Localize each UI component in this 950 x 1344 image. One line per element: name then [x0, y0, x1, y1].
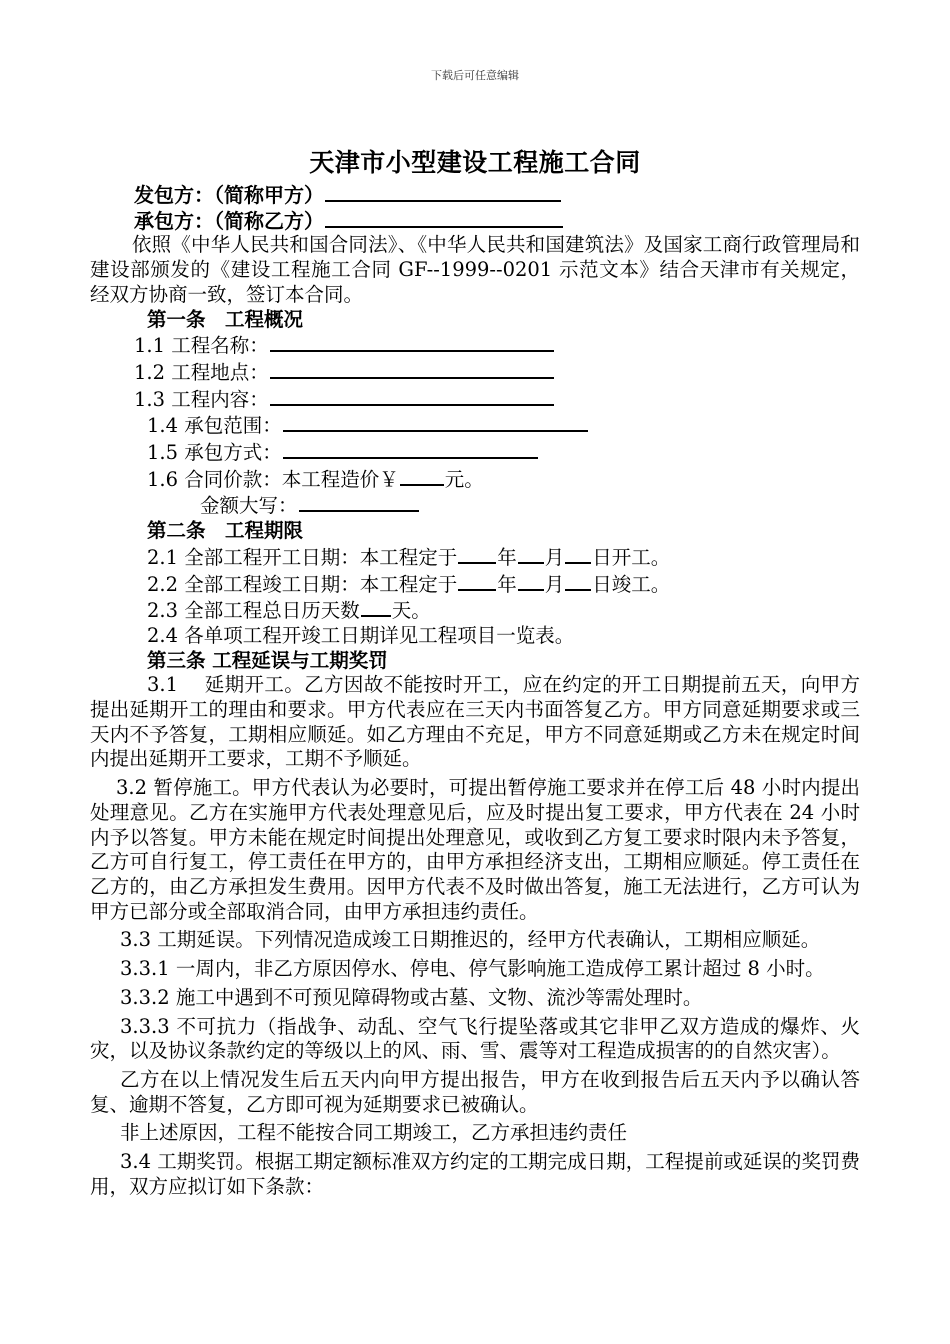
item-1-6: 1.6 合同价款：本工程造价￥ 元。 [147, 467, 484, 491]
item-1-5: 1.5 承包方式： [147, 439, 860, 466]
item-2-4: 2.4 各单项工程开竣工日期详见工程项目一览表。 [147, 623, 575, 647]
article2-heading: 第二条 工程期限 [147, 519, 304, 543]
employer-label: 发包方：（简称甲方） [134, 183, 324, 207]
item-2-1: 2.1 全部工程开工日期：本工程定于 年 月 日开工。 [147, 545, 671, 569]
para-3-1: 3.1 延期开工。乙方因故不能按时开工，应在约定的开工日期提前五天，向甲方提出延期开工的理由和要求。甲方代表应在三天内书面答复乙方。甲方同意延期要求或三天内不予答复，工期相应顺延。如乙方理由不充足，甲方不同意延期或乙方未在规定时间内提出延期开工要求，工期不予顺延。 [90, 673, 860, 771]
para-3-3-2: 3.3.2 施工中遇到不可预见障碍物或古墓、文物、流沙等需处理时。 [120, 985, 703, 1009]
amount-words-blank[interactable] [299, 492, 419, 512]
contract-body [90, 182, 860, 1199]
intro-paragraph: 依照《中华人民共和国合同法》、《中华人民共和国建筑法》及国家工商行政管理局和建设部颁发的《建设工程施工合同 GF--1999--0201 示范文本》结合天津市有关规定，经双方协商一致，签订本合同。 [90, 233, 860, 306]
item-2-2: 2.2 全部工程竣工日期：本工程定于 年 月 日竣工。 [147, 572, 671, 596]
para-other-reasons: 非上述原因，工程不能按合同工期竣工，乙方承担违约责任 [120, 1121, 628, 1145]
para-3-3: 3.3 工期延误。下列情况造成竣工日期推迟的，经甲方代表确认，工期相应顺延。 [120, 928, 821, 952]
start-day-blank[interactable] [565, 544, 591, 564]
employer-blank[interactable] [325, 182, 561, 202]
contract-price-blank[interactable] [400, 466, 444, 486]
para-3-3-1: 3.3.1 一周内，非乙方原因停水、停电、停气影响施工造成停工累计超过 8 小时。 [120, 957, 825, 981]
item-2-3: 2.3 全部工程总日历天数 天。 [147, 599, 431, 623]
finish-day-blank[interactable] [565, 571, 591, 591]
item-1-3: 1.3 工程内容： [134, 386, 860, 413]
contract-method-blank[interactable] [283, 439, 538, 459]
item-1-1: 1.1 工程名称： [134, 332, 860, 359]
contractor-line [134, 208, 860, 234]
article1-heading: 第一条 工程概况 [147, 307, 304, 331]
para-3-2: 3.2 暂停施工。甲方代表认为必要时，可提出暂停施工要求并在停工后 48 小时内提出处理意见。乙方在实施甲方代表处理意见后，应及时提出复工要求，甲方代表在 24 小时内予以答复。甲方未能在规定时间提出处理意见，或收到乙方复工要求时限内未予答复，乙方可自行复工，停工责任在甲方的，由甲方承担经济支出，工期相应顺延。停工责任在乙方的，由乙方承担发生费用。因甲方代表不及时做出答复，施工无法进行，乙方可认为甲方已部分或全部取消合同，由甲方承担违约责任。 [90, 776, 860, 923]
contractor-blank[interactable] [325, 208, 563, 228]
employer-line [134, 182, 860, 208]
para-report: 乙方在以上情况发生后五天内向甲方提出报告，甲方在收到报告后五天内予以确认答复、逾期不答复，乙方即可视为延期要求已被确认。 [90, 1067, 860, 1116]
finish-month-blank[interactable] [518, 571, 544, 591]
project-content-blank[interactable] [270, 386, 554, 406]
start-month-blank[interactable] [518, 544, 544, 564]
document-title: 天津市小型建设工程施工合同 [309, 148, 641, 177]
article3-heading: 第三条 工程延误与工期奖罚 [147, 648, 388, 672]
start-year-blank[interactable] [458, 544, 496, 564]
contract-scope-blank[interactable] [283, 412, 588, 432]
page-header: 下载后可任意编辑 [431, 69, 519, 82]
total-days-blank[interactable] [361, 597, 391, 617]
project-name-blank[interactable] [270, 332, 554, 352]
project-location-blank[interactable] [270, 359, 554, 379]
item-1-4: 1.4 承包范围： [147, 412, 860, 439]
item-1-2: 1.2 工程地点： [134, 359, 860, 386]
para-3-3-3: 3.3.3 不可抗力（指战争、动乱、空气飞行提坠落或其它非甲乙双方造成的爆炸、火灾，以及协议条款约定的等级以上的风、雨、雪、震等对工程造成损害的的自然灾害）。 [90, 1014, 860, 1063]
finish-year-blank[interactable] [458, 571, 496, 591]
contractor-label: 承包方：（简称乙方） [134, 208, 324, 233]
para-3-4: 3.4 工期奖罚。根据工期定额标准双方约定的工期完成日期，工程提前或延误的奖罚费用，双方应拟订如下条款： [90, 1150, 860, 1198]
amount-in-words: 金额大写： [200, 492, 860, 519]
